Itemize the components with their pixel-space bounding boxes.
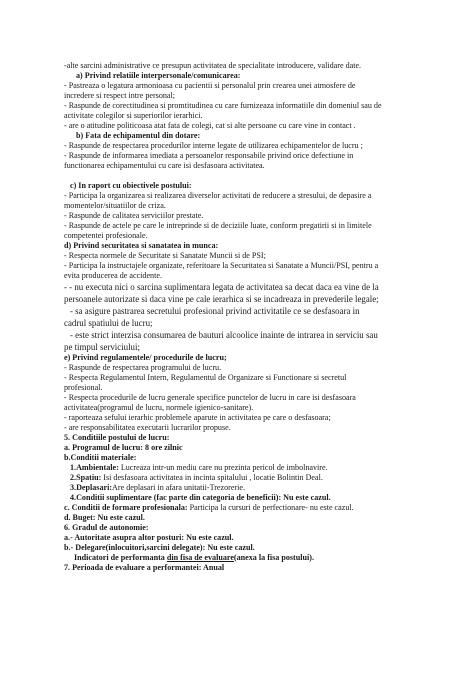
text-line: - Respecta procedurile de lucru generale specifice punctelor de lucru in care isi desfasoara	[64, 393, 356, 402]
text-line: - Respecta normele de Securitate si Sanatate Muncii si de PSI;	[64, 251, 266, 260]
budget-line: d. Buget: Nu este cazul.	[64, 513, 145, 522]
performance-indicators	[74, 553, 314, 563]
text-line: - Pastreaza o legatura armonioasa cu pacientii si personalul prin crearea unei atmosfere de	[64, 81, 356, 90]
section-heading: 6. Gradul de autonomie:	[64, 523, 149, 532]
text-line: - Participa la organizarea si realizarea diverselor activitati de reducere a stresului, de depasire a	[64, 191, 372, 200]
text-line: competentei profesionale.	[64, 231, 148, 240]
condition-ambientale	[70, 463, 328, 473]
condition-spatiu	[70, 473, 323, 483]
condition-text: Isi desfasoara activitatea in incinta spitalului , locatie Bolintin Deal.	[103, 473, 323, 482]
text-line: incredere si respect intre personal;	[64, 91, 176, 100]
indicators-label: Indicatori de performanta	[74, 553, 167, 562]
evaluation-sheet-ref: din fisa de evaluare	[166, 553, 234, 562]
condition-deplasari	[70, 483, 245, 493]
section-heading: 7. Perioada de evaluare a performantei: Anual	[64, 563, 225, 572]
text-line: pe timpul serviciului;	[64, 342, 140, 352]
text-line: -alte sarcini administrative ce presupun activitatea de specialitate introducere, validare date.	[64, 61, 362, 70]
section-heading: b) Fata de echipamentul din dotare:	[76, 131, 201, 140]
text-line: - Raspunde de informarea imediata a persoanelor responsabile privind orice defectiune in	[64, 151, 354, 160]
text-line: activitatea(programul de lucru, normele igienico-sanitare).	[64, 403, 254, 412]
text-line: - Raspunde de actele pe care le intreprinde si de deciziile luate, conform pregatirii si in limitele	[64, 221, 372, 230]
text-line: - este strict interzisa consumarea de bauturi alcoolice inainte de intrarea in serviciu sau	[70, 330, 378, 340]
section-heading: b.Conditii materiale:	[64, 453, 137, 462]
work-schedule: a. Programul de lucru: 8 ore zilnic	[64, 443, 183, 452]
indicators-note: (anexa la fisa postului).	[233, 553, 314, 562]
text-line: - Participa la instructajele organizate, referitoare la Securitatea si Sanatate a Muncii/PSI, pentru a	[64, 261, 379, 270]
condition-text: Are deplasari in afara unitatii-Trezorerie.	[112, 483, 246, 492]
section-heading: a) Privind relatiile interpersonale/comunicarea:	[76, 71, 241, 80]
text-line: functionarea echipamentului cu care isi desfasoara activitatea.	[64, 161, 265, 170]
delegation-line: b.- Delegare(inlocuitori,sarcini delegate): Nu este cazul.	[64, 543, 255, 552]
training-label: c. Conditii de formare profesionala:	[64, 503, 188, 512]
authority-line: a.- Autoritate asupra altor posturi: Nu este cazul.	[64, 533, 234, 542]
text-line: - - nu executa nici o sarcina suplimentara legata de activitatea sa decat daca ea vine de la	[64, 282, 379, 292]
condition-text: Lucreaza intr-un mediu care nu prezinta pericol de imbolnavire.	[120, 463, 328, 472]
text-line: - Respecta Regulamentul Intern, Regulamentul de Organizare si Functionare si secretul	[64, 373, 347, 382]
section-heading: 5. Conditiile postului de lucru:	[64, 433, 170, 442]
training-conditions	[64, 503, 354, 513]
text-line: persoanele autorizate si daca vine pe cale ierarhica si se incadreaza in prevederile legale;	[64, 294, 379, 304]
text-line: evita producerea de accidente.	[64, 271, 162, 280]
condition-label: 1.Ambientale:	[70, 463, 119, 472]
text-line: activitate colegilor si superiorilor ierarhici.	[64, 111, 203, 120]
text-line: - sa asigure pastrarea secretului profesional privind activitatile ce se desfasoara in	[70, 306, 360, 316]
section-heading: e) Privind regulamentele/ procedurile de lucru;	[64, 353, 227, 362]
text-line: - are o atitudine politicoasa atat fata de colegi, cat si alte persoane cu care vine in contact .	[64, 121, 356, 130]
condition-label: 3.Deplasari:	[70, 483, 113, 492]
text-line: - raporteaza sefului ierarhic problemele aparute in activitatea pe care o desfasoara;	[64, 413, 331, 422]
text-line: - Raspunde de respectarea procedurilor interne legate de utilizarea echipamentelor de lucru ;	[64, 141, 363, 150]
text-line: - Raspunde de respectarea programului de lucru.	[64, 363, 222, 372]
section-heading: c) In raport cu obiectivele postului:	[70, 181, 192, 190]
text-line: - are responsabilitatea executarii lucrarilor propuse.	[64, 423, 231, 432]
text-line: - Raspunde de calitatea serviciilor prestate.	[64, 211, 204, 220]
condition-label: 2.Spatiu:	[70, 473, 102, 482]
text-line: cadrul spatiului de lucru;	[64, 318, 153, 328]
text-line: momentelor/situatiilor de criza.	[64, 201, 166, 210]
section-heading: d) Privind securitatea si sanatatea in munca:	[64, 241, 219, 250]
text-line: profesional.	[64, 383, 103, 392]
training-text: Participa la cursuri de perfectionare- nu este cazul.	[189, 503, 354, 512]
text-line: - Raspunde de corectitudinea si promtitudinea cu care furnizeaza informatiile din domeniul sau de	[64, 101, 382, 110]
condition-suplimentare: 4.Conditii suplimentare (fac parte din categoria de beneficii): Nu este cazul.	[70, 493, 331, 502]
